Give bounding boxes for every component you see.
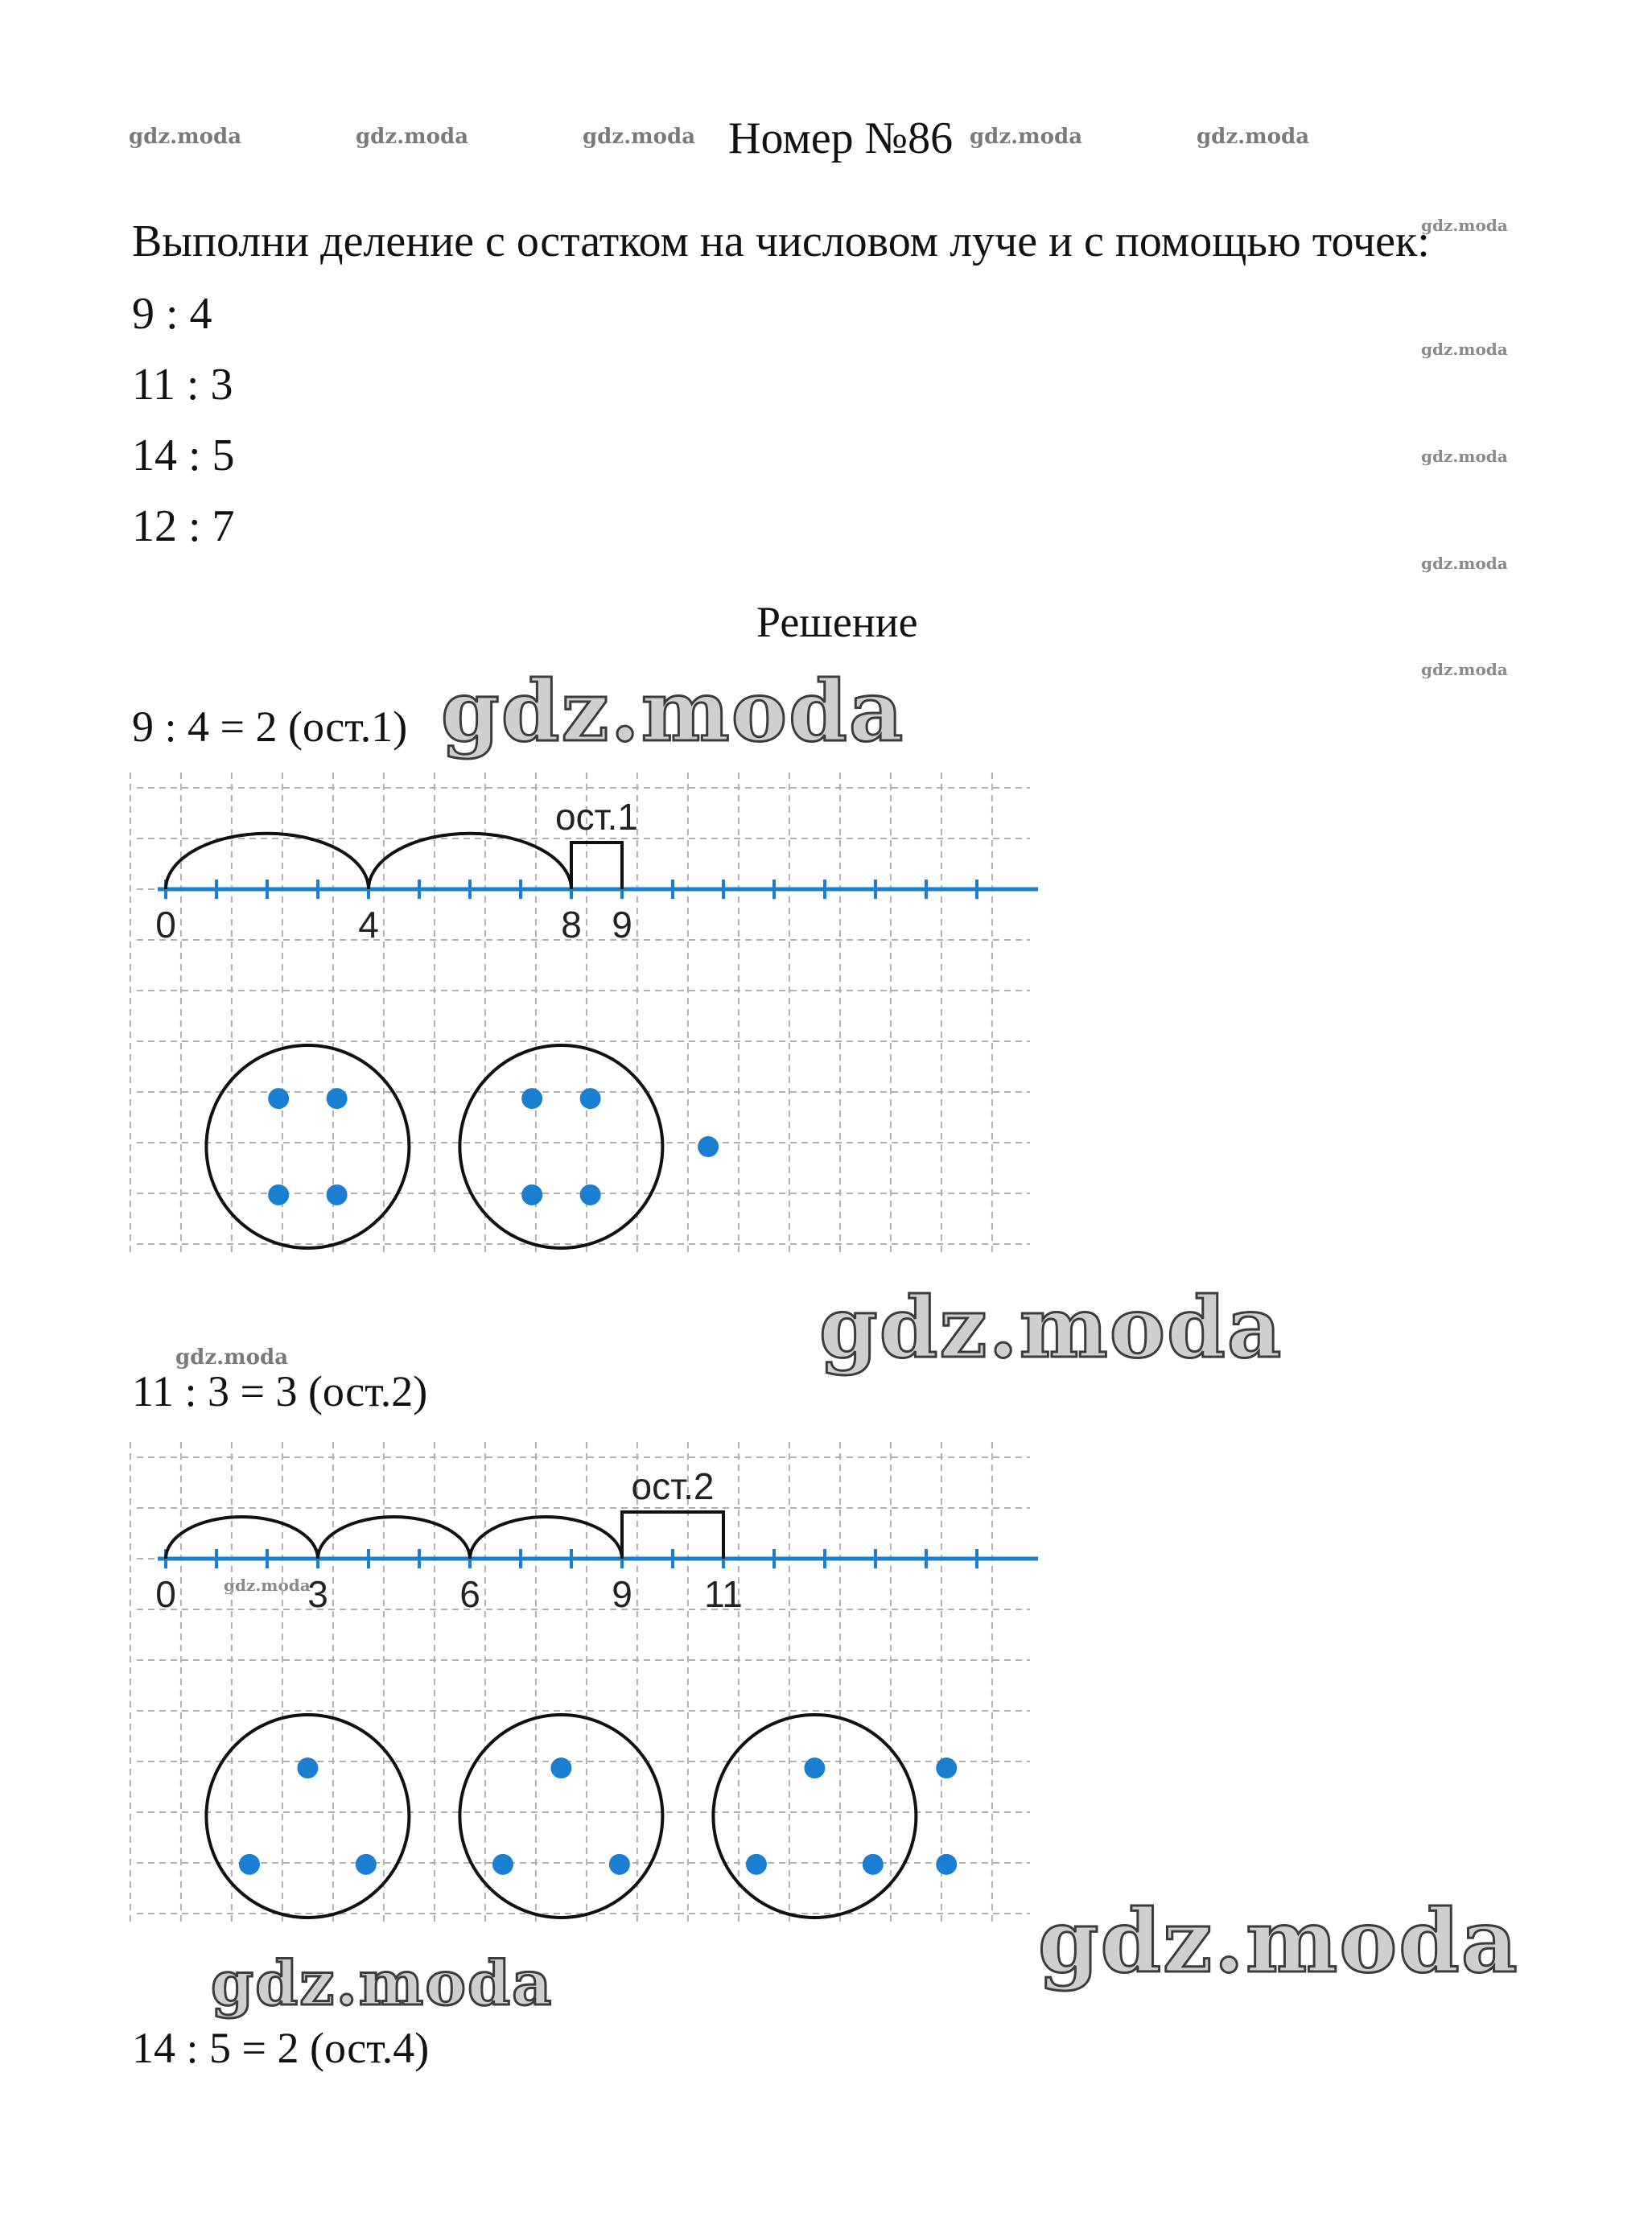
dot: [746, 1854, 767, 1875]
figure-number-line-9-div-4: [129, 764, 1046, 1279]
figure-number-line-11-div-3: [129, 1434, 1046, 1949]
solution-title: Решение: [756, 598, 918, 646]
watermark: gdz.moda: [1421, 340, 1508, 359]
watermark: gdz.moda: [1197, 125, 1310, 149]
tick-label: 6: [459, 1573, 480, 1615]
dot: [521, 1088, 542, 1109]
group-circle: [459, 1045, 662, 1248]
watermark: gdz.moda: [356, 125, 469, 149]
remainder-bracket: [571, 843, 622, 889]
dot: [492, 1854, 513, 1875]
group-circle: [713, 1715, 916, 1918]
watermark: gdz.moda: [175, 1345, 289, 1370]
dot: [863, 1854, 884, 1875]
dot: [580, 1088, 601, 1109]
dot: [356, 1854, 377, 1875]
watermark: gdz.moda: [970, 125, 1083, 149]
jump-arc: [166, 1517, 318, 1559]
dot: [521, 1185, 542, 1205]
task-expression: 12 : 7: [132, 501, 235, 551]
task-text: Выполни деление с остатком на числовом луче и с помощью точек:: [132, 216, 1430, 266]
watermark: gdz.moda: [1038, 1891, 1519, 1992]
watermark: gdz.moda: [1421, 554, 1508, 573]
dot: [239, 1854, 260, 1875]
watermark: gdz.moda: [583, 125, 696, 149]
tick-label: 8: [561, 904, 582, 946]
group-circle: [206, 1715, 409, 1918]
tick-label: 9: [612, 1573, 632, 1615]
dot: [804, 1757, 825, 1778]
remainder-dot: [936, 1757, 957, 1778]
task-expression: 14 : 5: [132, 431, 235, 480]
dot: [609, 1854, 630, 1875]
answer-2: 11 : 3 = 3 (ост.2): [132, 1367, 428, 1415]
tick-label: 0: [155, 1573, 176, 1615]
answer-1: 9 : 4 = 2 (ост.1): [132, 702, 408, 751]
watermark: gdz.moda: [129, 125, 242, 149]
watermark: gdz.moda: [441, 661, 905, 760]
tick-label: 11: [704, 1573, 743, 1615]
tick-label: 3: [307, 1573, 328, 1615]
remainder-label: ост.2: [631, 1465, 715, 1507]
dot: [327, 1088, 348, 1109]
remainder-label: ост.1: [555, 796, 638, 838]
dot: [327, 1185, 348, 1205]
dot: [580, 1185, 601, 1205]
tick-label: 9: [612, 904, 632, 946]
task-expression: 9 : 4: [132, 289, 212, 339]
task-expression: 11 : 3: [132, 360, 233, 410]
page-title: Номер №86: [728, 113, 954, 163]
dot: [550, 1757, 571, 1778]
watermark: gdz.moda: [1421, 216, 1508, 235]
tick-label: 0: [155, 904, 176, 946]
answer-3: 14 : 5 = 2 (ост.4): [132, 2024, 430, 2072]
jump-arc: [470, 1517, 622, 1559]
dot: [297, 1757, 318, 1778]
watermark: gdz.moda: [211, 1947, 554, 2019]
group-circle: [206, 1045, 409, 1248]
group-circle: [459, 1715, 662, 1918]
remainder-dot: [936, 1854, 957, 1875]
remainder-dot: [698, 1136, 719, 1157]
dot: [268, 1185, 289, 1205]
watermark: gdz.moda: [1421, 660, 1508, 679]
tick-label: 4: [358, 904, 379, 946]
watermark: gdz.moda: [1421, 447, 1508, 466]
jump-arc: [318, 1517, 470, 1559]
watermark: gdz.moda: [224, 1576, 311, 1595]
dot: [268, 1088, 289, 1109]
watermark: gdz.moda: [819, 1278, 1283, 1377]
